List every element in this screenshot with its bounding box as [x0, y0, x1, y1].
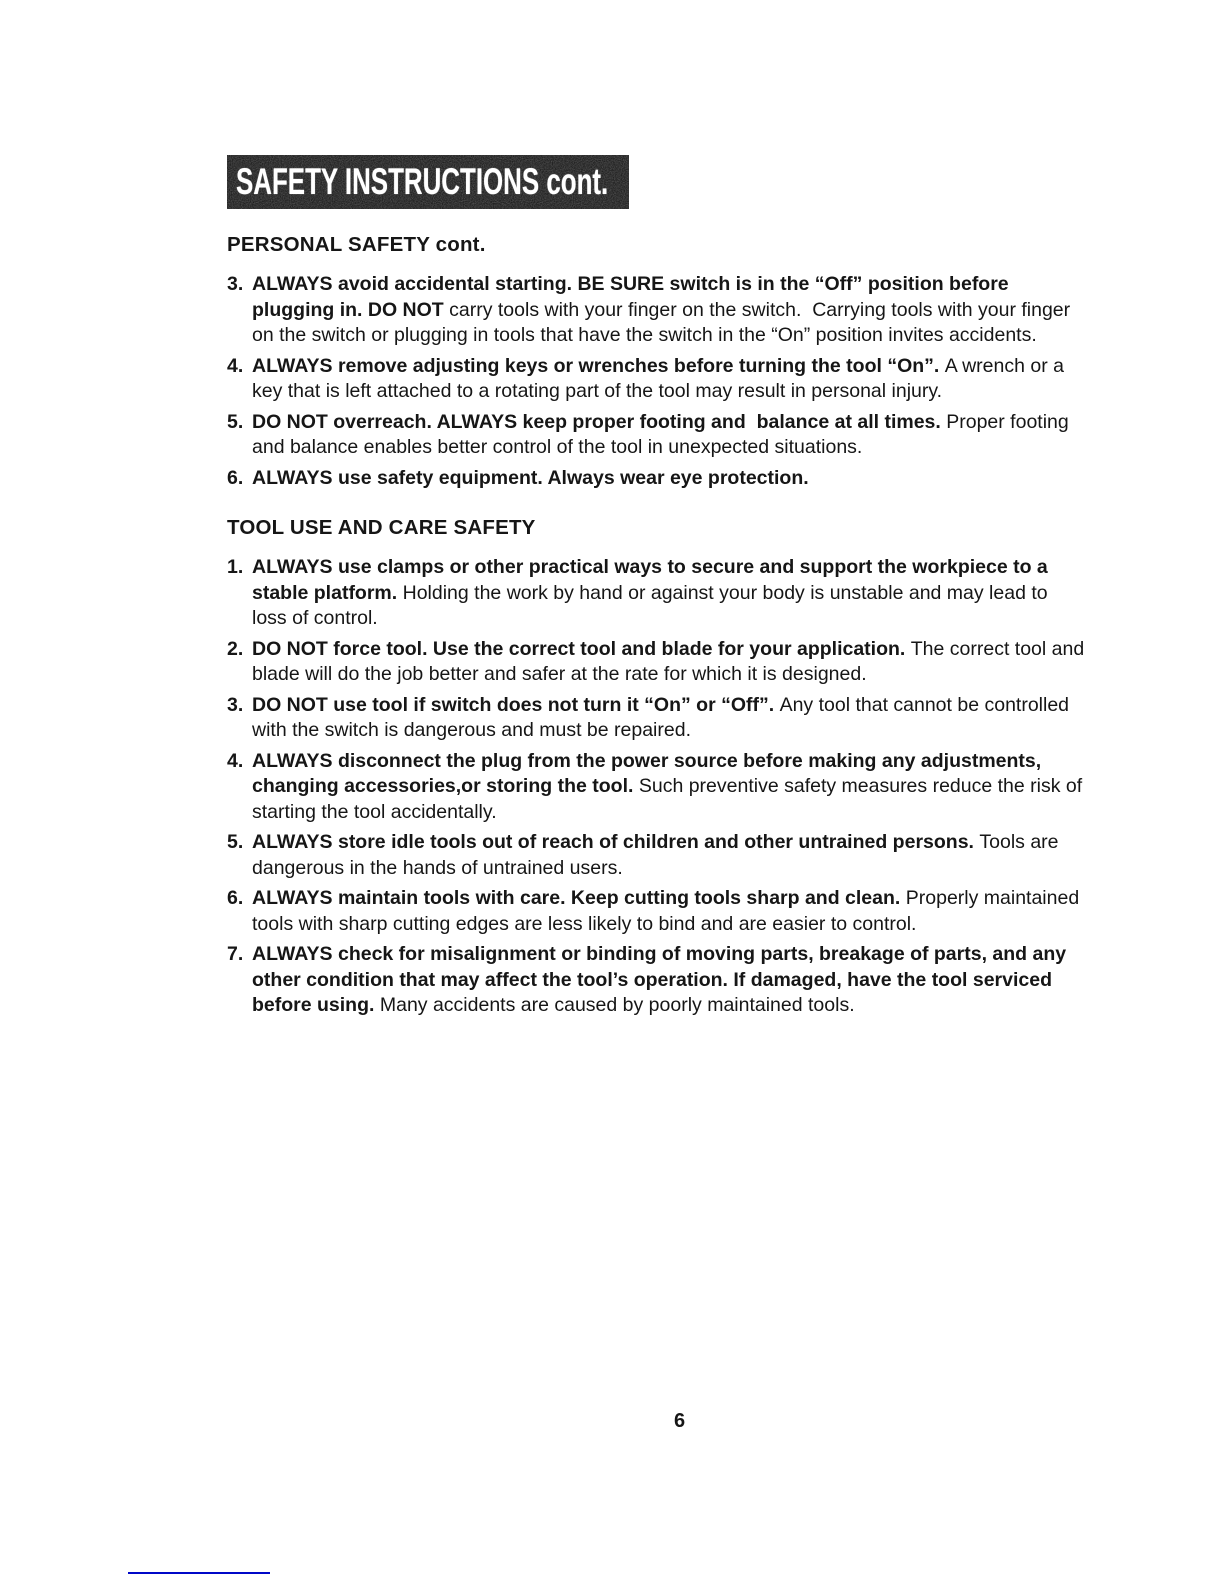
item-regular-text: The correct tool and blade will do the job better and safer at the rate for which it is designed.	[252, 637, 1090, 685]
item-text	[252, 354, 1085, 405]
item-text	[252, 637, 1090, 688]
item-text	[252, 886, 1085, 937]
item-bold-text: ALWAYS use clamps or other practical ways to secure and support the workpiece to a stable platform.	[252, 556, 1054, 604]
item-text	[252, 749, 1088, 826]
item-text	[252, 272, 1085, 349]
item-number: 4.	[227, 749, 244, 772]
item-text	[252, 942, 1085, 1019]
item-bold-text: DO NOT use tool if switch does not turn it “On” or “Off”.	[252, 693, 780, 716]
item-regular-text: A wrench or a key that is left attached to a rotating part of the tool may result in personal injury.	[252, 354, 1070, 402]
item-bold-text: ALWAYS remove adjusting keys or wrenches before turning the tool “On”.	[252, 354, 945, 377]
banner-title: SAFETY INSTRUCTIONS cont.	[236, 161, 609, 202]
item-number: 7.	[227, 943, 244, 965]
list-item	[227, 942, 1085, 1019]
item-bold-text: DO NOT force tool. Use the correct tool and blade for your application.	[252, 637, 911, 660]
item-text	[252, 555, 1085, 632]
list-item	[227, 354, 1085, 405]
item-regular-text: Any tool that cannot be controlled with the switch is dangerous and must be repaired.	[252, 693, 1075, 741]
list-item	[227, 693, 1085, 744]
item-regular-text: Properly maintained tools with sharp cutting edges are less likely to bind and are easier to control.	[252, 887, 1085, 935]
item-regular-text: Many accidents are caused by poorly maintained tools.	[379, 994, 855, 1016]
list-item	[227, 749, 1088, 826]
item-bold-text: ALWAYS maintain tools with care. Keep cutting tools sharp and clean.	[252, 887, 906, 909]
section-banner	[227, 155, 629, 209]
item-regular-text: Proper footing and balance enables better control of the tool in unexpected situations.	[252, 410, 1075, 458]
item-number: 5.	[227, 410, 244, 433]
item-bold-text: ALWAYS store idle tools out of reach of children and other untrained persons.	[252, 831, 980, 853]
item-regular-text: Holding the work by hand or against your body is unstable and may lead to loss of control.	[252, 581, 1054, 629]
item-bold-text: ALWAYS check for misalignment or binding of moving parts, breakage of parts, and any other condition that may affect the tool’s operation. If damaged, have the tool serviced before using.	[252, 943, 1072, 1016]
list-item	[227, 410, 1085, 461]
item-regular-text: Such preventive safety measures reduce the risk of starting the tool accidentally.	[252, 775, 1088, 823]
item-number: 2.	[227, 637, 244, 660]
page-number: 6	[674, 1410, 686, 1432]
item-bold-text: ALWAYS avoid accidental starting. BE SURE switch is in the “Off” position before plugging in. DO NOT	[252, 273, 1015, 321]
list-item	[227, 830, 1085, 881]
item-text	[252, 466, 1085, 492]
item-regular-text: Tools are dangerous in the hands of untrained users.	[252, 831, 1064, 879]
item-bold-text: ALWAYS disconnect the plug from the power source before making any adjustments, changing accessories,or storing the tool.	[252, 749, 1047, 797]
item-number: 3.	[227, 693, 244, 716]
list-item	[227, 555, 1085, 632]
list-item	[227, 886, 1085, 937]
item-number: 6.	[227, 466, 244, 489]
list-item	[227, 637, 1090, 688]
section-heading-personal-safety: PERSONAL SAFETY cont.	[227, 233, 486, 256]
item-number: 3.	[227, 273, 244, 295]
item-text	[252, 410, 1085, 461]
page-content	[227, 155, 1090, 1024]
item-number: 1.	[227, 556, 244, 578]
item-text	[252, 693, 1085, 744]
item-number: 4.	[227, 354, 244, 377]
scan-artifact-line	[128, 1572, 270, 1574]
item-text	[252, 830, 1085, 881]
item-bold-text: DO NOT overreach. ALWAYS keep proper footing and balance at all times.	[252, 410, 947, 433]
list-item	[227, 466, 1085, 492]
item-number: 6.	[227, 887, 244, 909]
item-number: 5.	[227, 831, 244, 853]
section-heading-tool-use-and-care: TOOL USE AND CARE SAFETY	[227, 516, 536, 539]
item-regular-text: carry tools with your finger on the switch. Carrying tools with your finger on the switch or plugging in tools that have the switch in the “On” position invites accidents.	[252, 298, 1076, 346]
item-bold-text: ALWAYS use safety equipment. Always wear eye protection.	[252, 466, 809, 489]
list-item	[227, 272, 1085, 349]
